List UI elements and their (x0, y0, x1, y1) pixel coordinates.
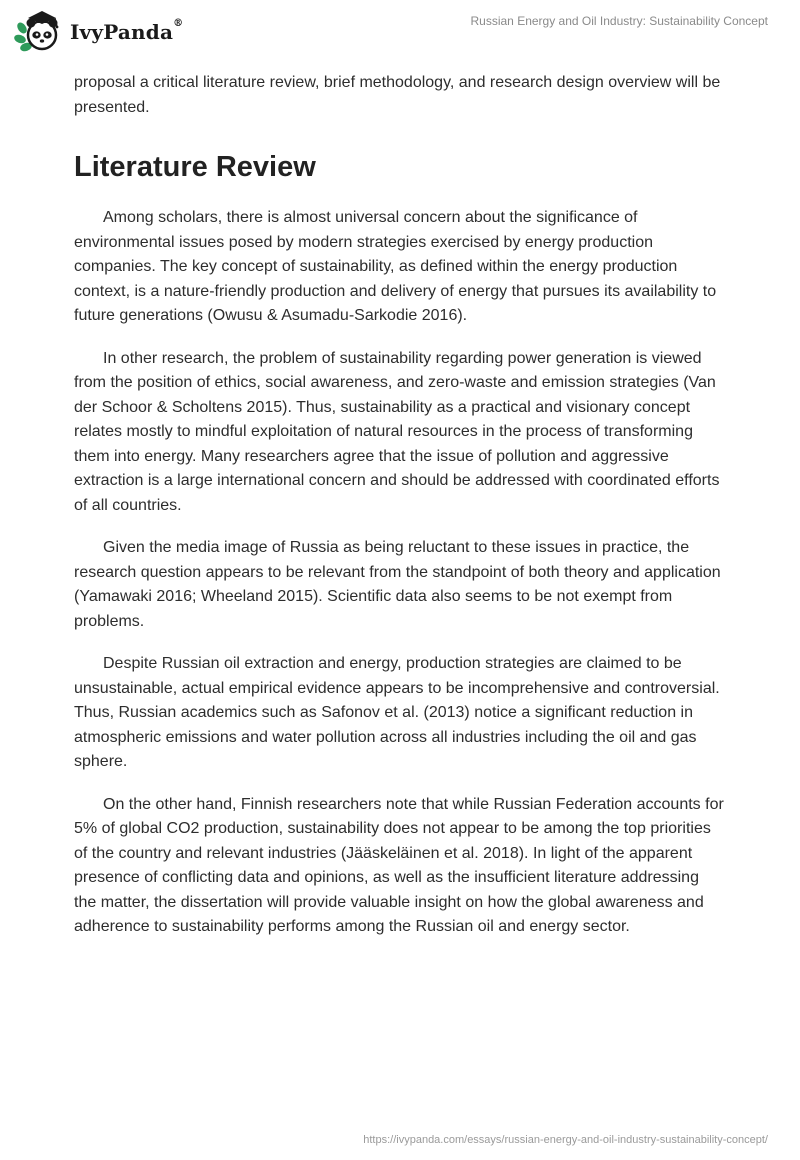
page-header (0, 0, 800, 60)
ivypanda-logo[interactable] (14, 8, 183, 52)
panda-graduate-icon (14, 8, 66, 52)
section-heading: Literature Review (74, 151, 316, 183)
paragraph: On the other hand, Finnish researchers note that while Russian Federation accounts for 5% of global CO2 production, sustainability does not appear to be among the top priorities of the country and relevant industries (Jääskeläinen et al. 2018). In light of the apparent presence of conflicting data and opinions, as well as the insufficient literature addressing the matter, the dissertation will provide valuable insight on how the global awareness and adherence to sustainability performs among the Russian oil and energy sector. (74, 795, 724, 935)
paragraph: Among scholars, there is almost universal concern about the significance of environmental issues posed by modern strategies exercised by energy production companies. The key concept of sustainability, as defined within the energy production context, is a nature-friendly production and delivery of energy that pursues its availability to future generations (Owusu & Asumadu-Sarkodie 2016). (74, 209, 717, 324)
intro-paragraph: proposal a critical literature review, brief methodology, and research design overview will be presented. (74, 74, 721, 116)
paragraph: In other research, the problem of sustainability regarding power generation is viewed from the position of ethics, social awareness, and zero-waste and emission strategies (Van der Schoor & Scholtens 2015). Thus, sustainability as a practical and visionary concept relates mostly to mindful exploitation of natural resources in the process of transforming them into energy. Many researchers agree that the issue of pollution and aggressive extraction is a large international concern and should be addressed with coordinated efforts of all countries. (74, 349, 720, 514)
paragraph: Given the media image of Russia as being reluctant to these issues in practice, the research question appears to be relevant from the standpoint of both theory and application (Yamawaki 2016; Wheeland 2015). Scientific data also seems to be not exempt from problems. (74, 539, 721, 630)
source-url[interactable]: https://ivypanda.com/essays/russian-energy-and-oil-industry-sustainability-concept/ (363, 1134, 768, 1146)
brand-name: IvyPanda® (70, 18, 184, 44)
document-title: Russian Energy and Oil Industry: Sustainability Concept (470, 14, 768, 28)
paragraph: Despite Russian oil extraction and energy, production strategies are claimed to be unsustainable, actual empirical evidence appears to be incomprehensive and controversial. Thus, Russian academics such as Safonov et al. (2013) notice a significant reduction in atmospheric emissions and water pollution across all industries including the oil and gas sphere. (74, 655, 720, 770)
essay-content (74, 71, 724, 958)
